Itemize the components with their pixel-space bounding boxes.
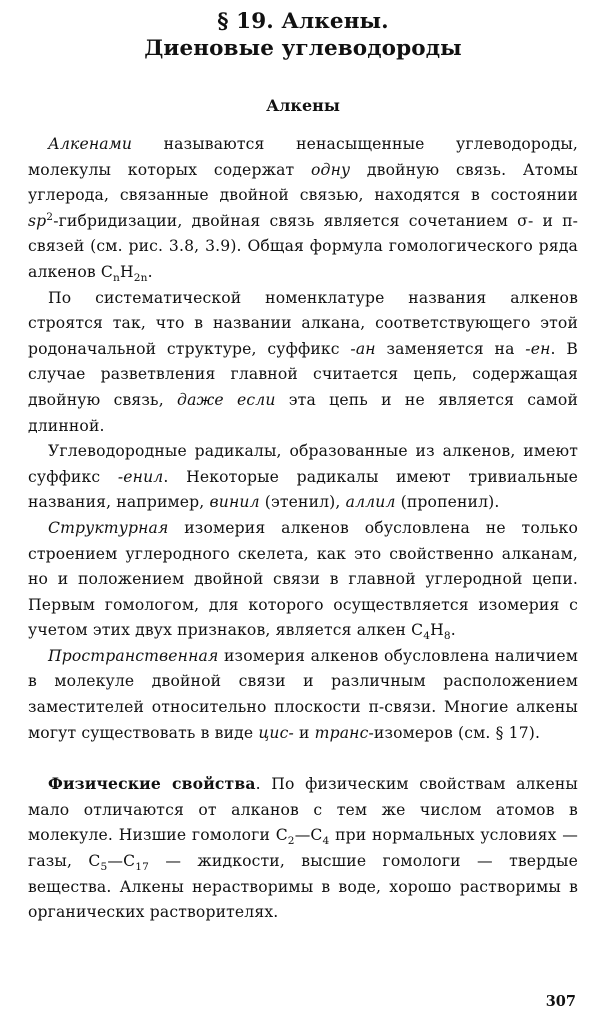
text-run: при нормальных условиях — газы, C [28,826,578,871]
suffix: -ан [350,339,376,358]
suffix: -енил [117,467,164,486]
superscript: 2 [46,210,54,223]
suffix: -ен [525,339,551,358]
subscript: 2n [133,272,148,285]
section-title: Алкены [266,96,340,115]
text-run: изомерия алкенов обусловлена наличием в молекуле двойной связи и различным расположением заместителей относительно плоскости π-связи. Многие алкены могут существовать в виде [28,646,578,742]
term: Структурная [48,518,169,537]
term: цис- [258,723,294,742]
text-run: H [430,621,444,640]
text-run: Углеводородные радикалы, образованные из алкенов, имеют суффикс [28,442,578,486]
hybridization-symbol: sp [28,211,47,230]
term: Алкенами [48,135,133,153]
subscript: 2 [287,835,295,848]
text-run: (пропенил). [395,493,500,512]
chapter-title-line2: Диеновые углеводороды [144,36,462,61]
text-run: заменяется на [375,339,526,358]
subscript: 4 [423,630,431,643]
paragraph-physical-properties [28,771,578,926]
subscript: 17 [135,861,150,874]
chapter-title [28,8,578,62]
text-run: называются ненасыщенные углеводороды, молекулы которых содержат [28,135,578,179]
subheading: Физические свойства [48,774,256,794]
text-run: и [293,723,315,742]
text-run: . [450,621,456,640]
text-run: По систематической номенклатуре названия алкенов строятся так, что в названии алкана, соответствующего этой родоначальной структуре, суффикс [28,288,578,358]
text-run: . В случае разветвления главной считается цепь, содержащая двойную связь, [28,339,578,409]
text-run: . По физическим свойствам алкены мало отличаются от алканов с тем же числом атомов в молекуле. Низшие гомологи C [28,775,578,845]
text-run: —C [107,852,136,871]
text-run: -изомеров (см. § 17). [368,723,541,742]
chapter-title-line1: § 19. Алкены. [217,9,389,34]
paragraph-nomenclature [28,286,578,440]
term: аллил [345,493,396,512]
term: Пространственная [48,646,219,665]
emphasis: даже если [177,390,276,409]
emphasis: одну [311,160,351,179]
text-run: эта цепь и не является самой длинной. [28,390,578,435]
text-run: . [147,262,153,281]
text-run: H [119,262,134,281]
subscript: 8 [443,630,451,643]
paragraph-structural-isomerism [28,516,578,644]
text-run: —C [294,826,323,845]
text-run: двойную связь. Атомы углерода, связанные двойной связью, находятся в состоянии [28,160,578,205]
term: винил [209,493,260,512]
text-run: . Некоторые радикалы имеют тривиальные названия, например, [28,467,578,512]
subscript: n [112,272,120,285]
page-number: 307 [545,993,576,1010]
subscript: 5 [100,861,108,874]
text-run: изомерия алкенов обусловлена не только строением углеродного скелета, как это свойственно алканам, но и положением двойной связи в главной углеродной цепи. Первым гомологом, для которого осуществляется изомерия с учетом этих двух признаков, является алкен C [28,518,578,640]
subscript: 4 [322,835,330,848]
paragraph-radicals [28,439,578,516]
text-run: — жидкости, высшие гомологи — твердые вещества. Алкены нерастворимы в воде, хорошо растворимы в органических растворителях. [28,852,579,922]
text-run: (этенил), [259,493,346,512]
text-run: -гибридизации, двойная связь является сочетанием σ- и π-связей (см. рис. 3.8, 3.9). Общая формула гомологического ряда алкенов C [28,211,578,281]
paragraph-spatial-isomerism [28,644,578,746]
term: транс [314,723,369,742]
paragraph-alkenes-definition [28,132,578,286]
